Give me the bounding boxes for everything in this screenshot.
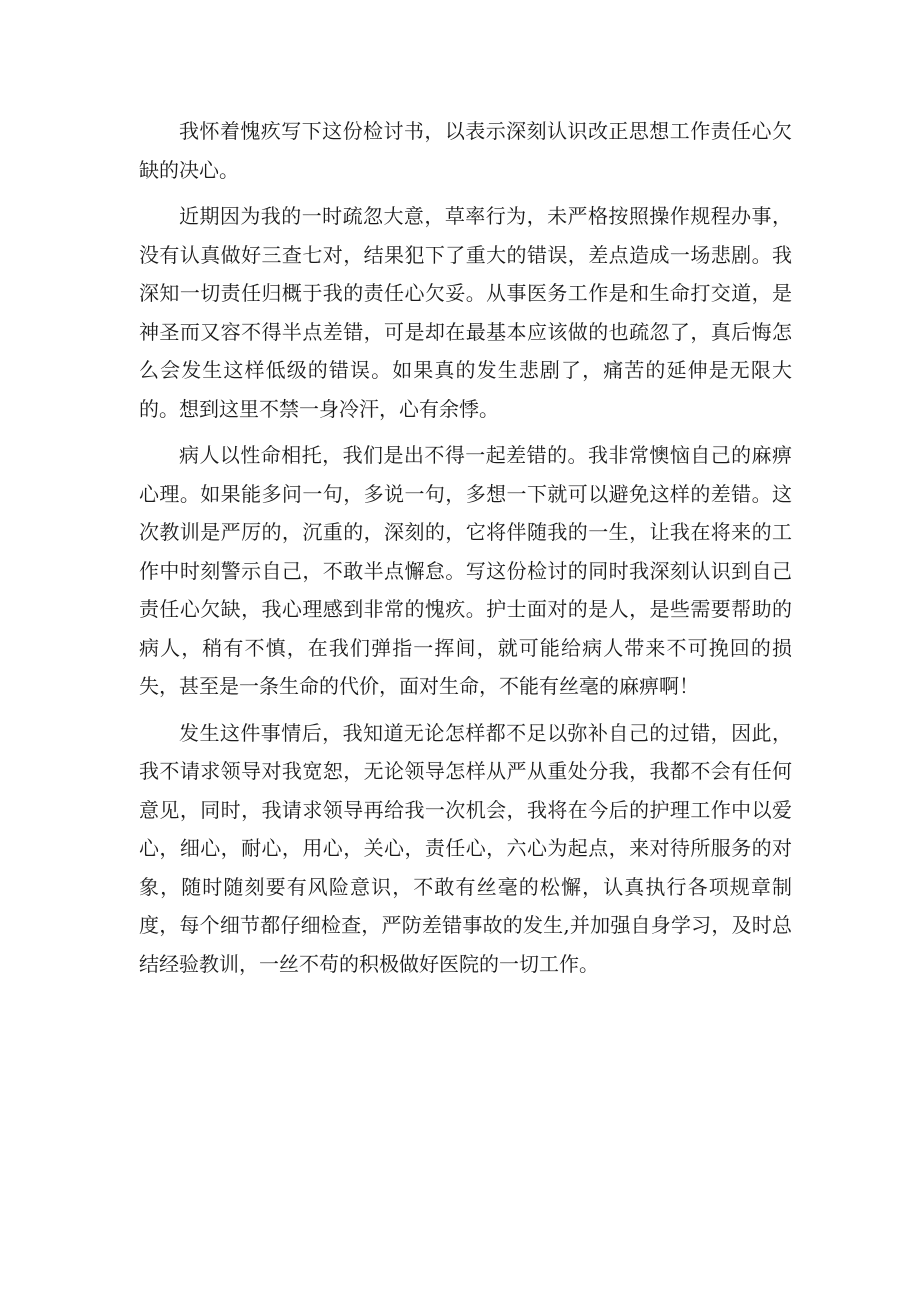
document-body — [139, 112, 792, 991]
paragraph-4: 发生这件事情后，我知道无论怎样都不足以弥补自己的过错，因此，我不请求领导对我宽恕，无论领导怎样从严从重处分我，我都不会有任何意见，同时，我请求领导再给我一次机会，我将在今后的护理工作中以爱心，细心，耐心，用心，关心，责任心，六心为起点，来对待所服务的对象，随时随刻要有风险意识，不敢有丝毫的松懈，认真执行各项规章制度，每个细节都仔细检查，严防差错事故的发生,并加强自身学习，及时总结经验教训，一丝不苟的积极做好医院的一切工作。 — [139, 720, 792, 976]
paragraph-1: 我怀着愧疚写下这份检讨书，以表示深刻认识改正思想工作责任心欠缺的决心。 — [139, 119, 792, 182]
paragraph-3: 病人以性命相托，我们是出不得一起差错的。我非常懊恼自己的麻痹心理。如果能多问一句，多说一句，多想一下就可以避免这样的差错。这次教训是严厉的，沉重的，深刻的，它将伴随我的一生，让我在将来的工作中时刻警示自己，不敢半点懈怠。写这份检讨的同时我深刻认识到自己责任心欠缺，我心理感到非常的愧疚。护士面对的是人，是些需要帮助的病人，稍有不慎，在我们弹指一挥间，就可能给病人带来不可挽回的损失，甚至是一条生命的代价，面对生命，不能有丝毫的麻痹啊！ — [139, 443, 792, 698]
paragraph-2: 近期因为我的一时疏忽大意，草率行为，未严格按照操作规程办事，没有认真做好三查七对，结果犯下了重大的错误，差点造成一场悲剧。我深知一切责任归概于我的责任心欠妥。从事医务工作是和生命打交道，是神圣而又容不得半点差错，可是却在最基本应该做的也疏忽了，真后悔怎么会发生这样低级的错误。如果真的发生悲剧了，痛苦的延伸是无限大的。想到这里不禁一身冷汗，心有余悸。 — [139, 204, 792, 421]
